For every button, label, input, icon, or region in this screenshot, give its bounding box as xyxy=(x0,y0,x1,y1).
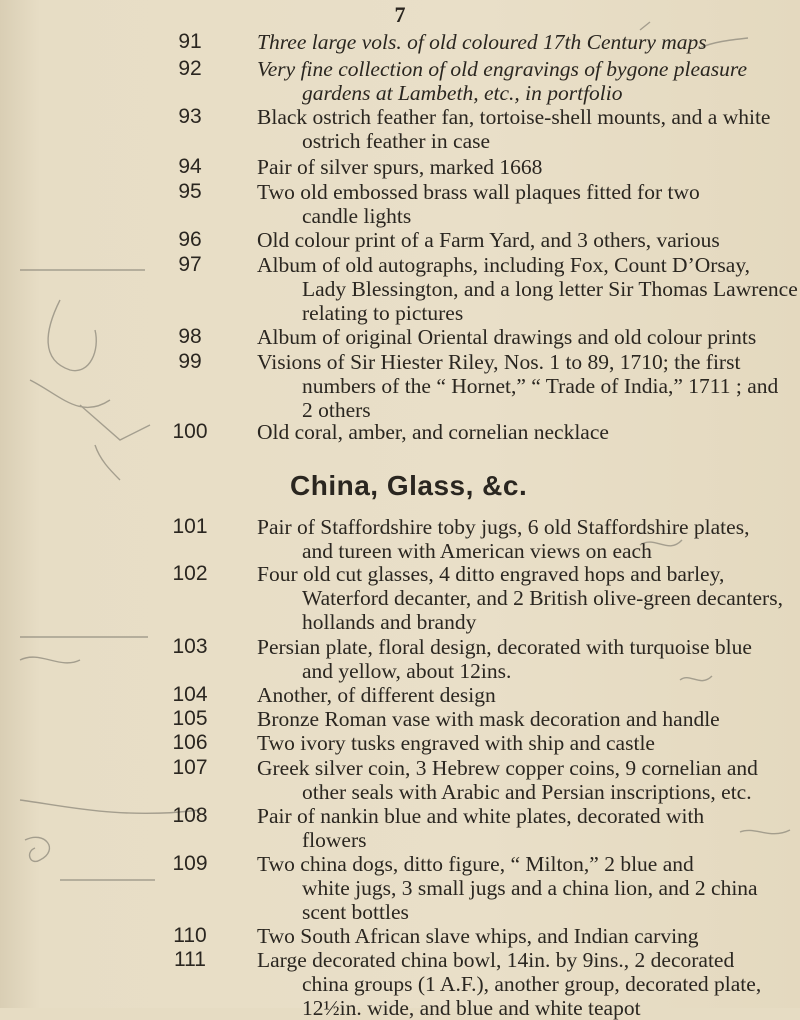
lot-number: 96 xyxy=(178,228,202,251)
lot-description-line: Large decorated china bowl, 14in. by 9ins., 2 decorated xyxy=(257,948,735,972)
lot-description xyxy=(257,228,767,252)
lot-number: 111 xyxy=(174,948,206,971)
lot-description-line: numbers of the “ Hornet,” “ Trade of India,” 1711 ; and xyxy=(302,374,779,398)
lot-description xyxy=(257,105,771,153)
lot-description xyxy=(257,420,767,444)
lot-description xyxy=(257,30,767,54)
lot-description xyxy=(257,180,767,228)
lot-number: 91 xyxy=(178,30,202,53)
lot-description-line: scent bottles xyxy=(302,900,409,924)
lot-description xyxy=(257,948,767,1020)
lot-description-line: Four old cut glasses, 4 ditto engraved hops and barley, xyxy=(257,562,725,586)
lot-description xyxy=(257,683,767,707)
lot-description-line: gardens at Lambeth, etc., in portfolio xyxy=(302,81,623,105)
lot-description xyxy=(257,562,783,634)
lot-description xyxy=(257,325,767,349)
lot-description-line: Another, of different design xyxy=(257,683,496,707)
lot-description xyxy=(257,804,767,852)
lot-description-line: Persian plate, floral design, decorated with turquoise blue xyxy=(257,635,752,659)
lot-description-line: Pair of nankin blue and white plates, decorated with xyxy=(257,804,705,828)
lot-number: 101 xyxy=(172,515,208,538)
lot-description-line: Old colour print of a Farm Yard, and 3 others, various xyxy=(257,228,720,252)
lot-number: 104 xyxy=(172,683,208,706)
lot-description-line: flowers xyxy=(302,828,367,852)
lot-description-line: Three large vols. of old coloured 17th Century maps xyxy=(257,30,707,54)
lot-description xyxy=(257,924,767,948)
lot-description-line: Two ivory tusks engraved with ship and castle xyxy=(257,731,655,755)
lot-description-line: Lady Blessington, and a long letter Sir Thomas Lawrence xyxy=(302,277,798,301)
lot-description xyxy=(257,756,767,804)
page-number: 7 xyxy=(394,2,406,27)
lot-description-line: ostrich feather in case xyxy=(302,129,491,153)
lot-description-line: and yellow, about 12ins. xyxy=(302,659,512,683)
lot-number: 98 xyxy=(178,325,202,348)
lot-description xyxy=(257,57,767,105)
lot-description-line: 12½in. wide, and blue and white teapot xyxy=(302,996,641,1020)
section-heading: China, Glass, &c. xyxy=(290,470,528,501)
lot-description xyxy=(257,731,767,755)
lot-number: 94 xyxy=(178,155,202,178)
lot-number: 97 xyxy=(178,253,202,276)
lot-description-line: Album of old autographs, including Fox, Count D’Orsay, xyxy=(257,253,751,277)
lot-number: 100 xyxy=(172,420,208,443)
lot-number: 103 xyxy=(172,635,208,658)
lot-number: 95 xyxy=(178,180,202,203)
lot-description-line: Two china dogs, ditto figure, “ Milton,” 2 blue and xyxy=(257,852,694,876)
lot-description-line: and tureen with American views on each xyxy=(302,539,652,563)
lot-description-line: Two South African slave whips, and Indian carving xyxy=(257,924,699,948)
lot-description xyxy=(257,852,767,924)
lot-description-line: Black ostrich feather fan, tortoise-shell mounts, and a white xyxy=(257,105,771,129)
lot-description-line: 2 others xyxy=(302,398,371,422)
lot-description-line: white jugs, 3 small jugs and a china lion, and 2 china xyxy=(302,876,758,900)
lot-description xyxy=(257,155,767,179)
lot-number: 110 xyxy=(173,924,207,947)
lot-number: 99 xyxy=(178,350,202,373)
lot-description-line: hollands and brandy xyxy=(302,610,477,634)
lot-description-line: Album of original Oriental drawings and old colour prints xyxy=(257,325,757,349)
lot-description-line: other seals with Arabic and Persian inscriptions, etc. xyxy=(302,780,752,804)
lot-description xyxy=(257,253,798,325)
lot-number: 109 xyxy=(172,852,208,875)
lot-description-line: relating to pictures xyxy=(302,301,464,325)
lot-number: 108 xyxy=(172,804,208,827)
lot-number: 92 xyxy=(178,57,202,80)
lot-number: 106 xyxy=(172,731,208,754)
lot-number: 102 xyxy=(172,562,208,585)
lot-description-line: Two old embossed brass wall plaques fitted for two xyxy=(257,180,700,204)
lot-description-line: Waterford decanter, and 2 British olive-green decanters, xyxy=(302,586,783,610)
lot-description-line: Pair of silver spurs, marked 1668 xyxy=(257,155,543,179)
lot-description xyxy=(257,707,767,731)
lot-number: 93 xyxy=(178,105,202,128)
lot-description-line: Bronze Roman vase with mask decoration and handle xyxy=(257,707,720,731)
lot-description-line: Greek silver coin, 3 Hebrew copper coins, 9 cornelian and xyxy=(257,756,758,780)
lot-description-line: china groups (1 A.F.), another group, decorated plate, xyxy=(302,972,762,996)
lot-description xyxy=(257,635,767,683)
lot-description xyxy=(257,350,779,422)
lot-number: 105 xyxy=(172,707,208,730)
lot-number: 107 xyxy=(172,756,208,779)
lot-description-line: Pair of Staffordshire toby jugs, 6 old Staffordshire plates, xyxy=(257,515,750,539)
lot-description-line: Visions of Sir Hiester Riley, Nos. 1 to 89, 1710; the first xyxy=(257,350,741,374)
lot-description-line: Old coral, amber, and cornelian necklace xyxy=(257,420,609,444)
lot-description-line: candle lights xyxy=(302,204,412,228)
lot-description xyxy=(257,515,767,563)
lot-description-line: Very fine collection of old engravings of bygone pleasure xyxy=(257,57,748,81)
